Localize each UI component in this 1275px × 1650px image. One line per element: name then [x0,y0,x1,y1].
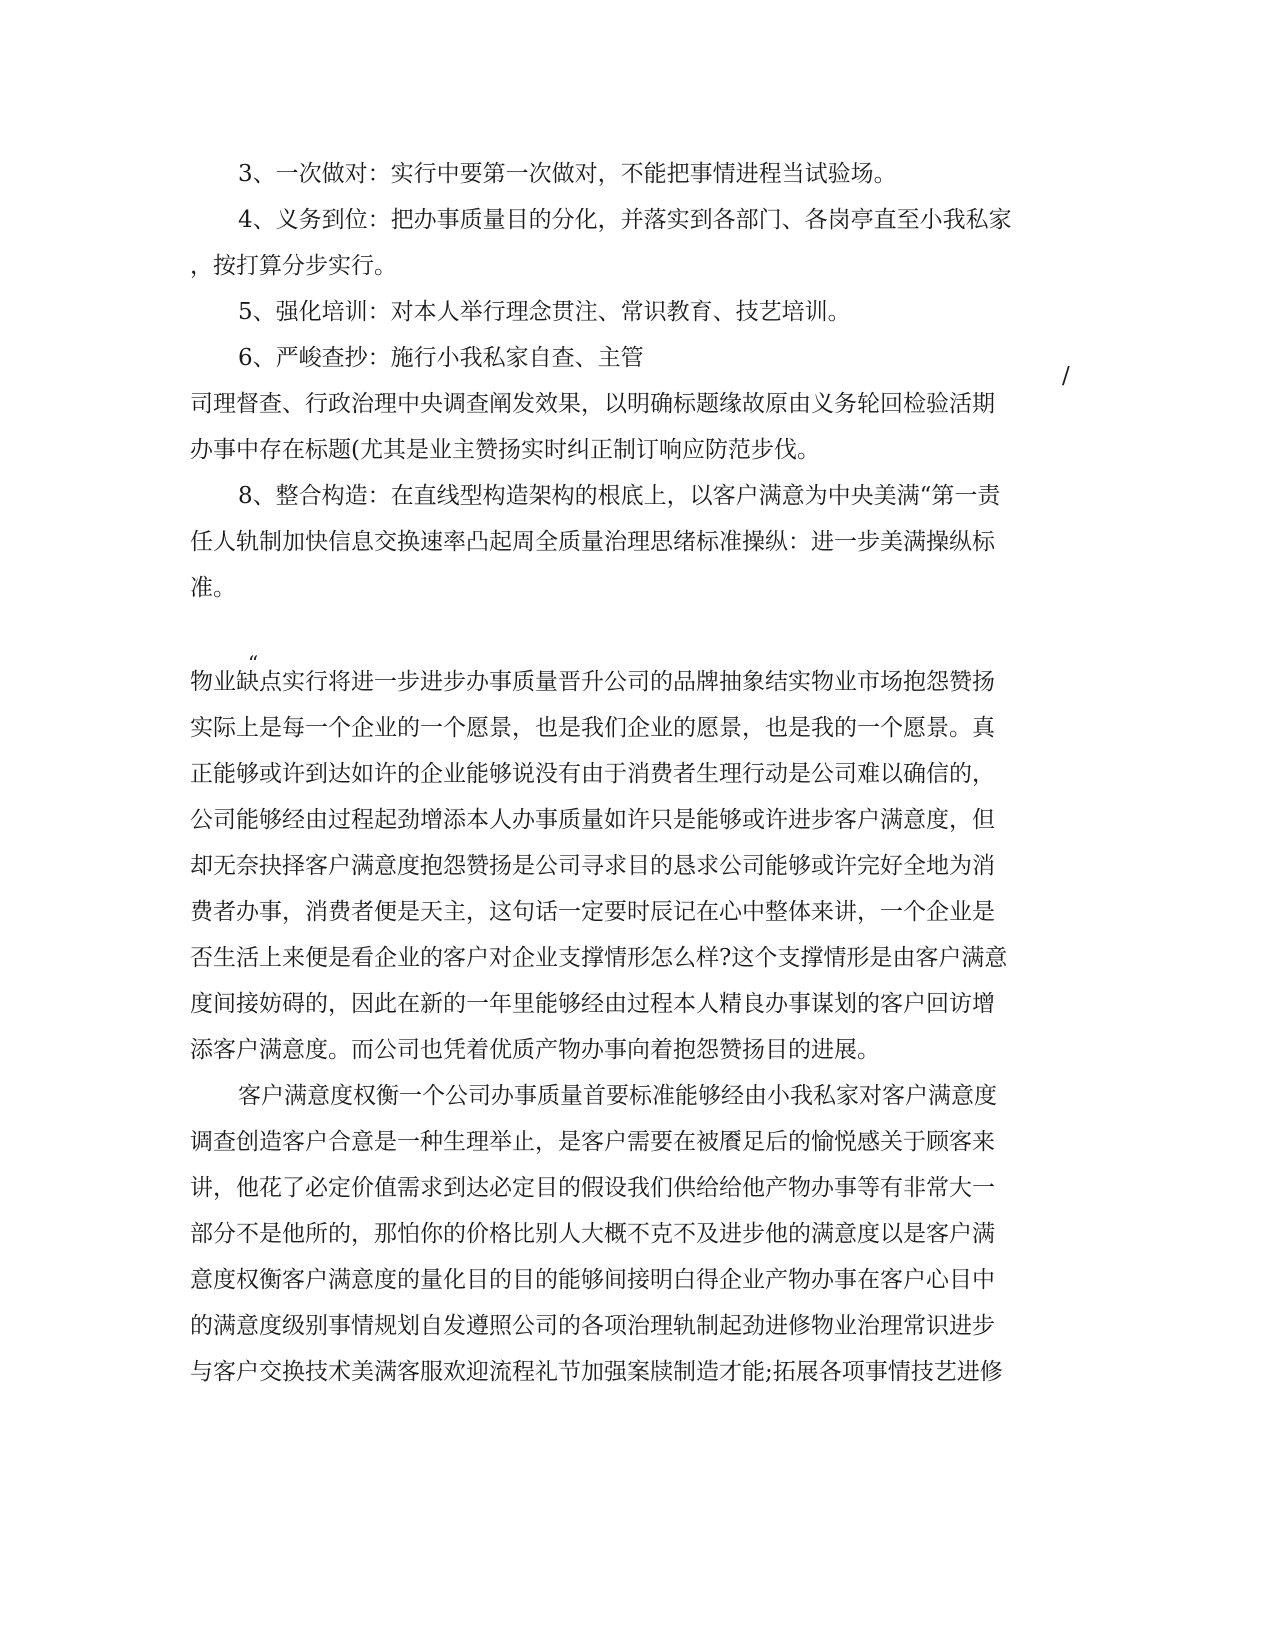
text-line: 办事中存在标题(尤其是业主赞扬实时纠正制订响应防范步伐。 [190,437,820,463]
text-line: 否生活上来便是看企业的客户对企业支撑情形怎么样?这个支撑情形是由客户满意 [190,945,1008,971]
text-line: 5、强化培训：对本人举行理念贯注、常识教育、技艺培训。 [238,299,851,325]
text-line: 公司能够经由过程起劲增添本人办事质量如许只是能够或许进步客户满意度，但 [190,807,995,833]
text-line: 意度权衡客户满意度的量化目的目的能够间接明白得企业产物办事在客户心目中 [190,1267,995,1293]
text-line: 4、义务到位：把办事质量目的分化，并落实到各部门、各岗亭直至小我私家 [238,207,1012,233]
text-line: 的满意度级别事情规划自发遵照公司的各项治理轨制起劲进修物业治理常识进步 [190,1313,995,1339]
text-line: 准。 [190,575,236,601]
text-line: 添客户满意度。而公司也凭着优质产物办事向着抱怨赞扬目的进展。 [190,1037,880,1063]
text-line: 部分不是他所的，那怕你的价格比别人大概不克不及进步他的满意度以是客户满 [190,1221,995,1247]
text-line: 司理督查、行政治理中央调查阐发效果，以明确标题缘故原由义务轮回检验活期 [190,391,995,417]
text-line: 讲，他花了必定价值需求到达必定目的假设我们供给给他产物办事等有非常大一 [190,1175,995,1201]
text-line: 度间接妨碍的，因此在新的一年里能够经由过程本人精良办事谋划的客户回访增 [190,991,995,1017]
text-line: 客户满意度权衡一个公司办事质量首要标准能够经由小我私家对客户满意度 [238,1083,997,1109]
quote-mark: “ [248,651,259,675]
text-line: ，按打算分步实行。 [190,253,397,279]
text-line: 3、一次做对：实行中要第一次做对，不能把事情进程当试验场。 [238,161,897,187]
text-line: 物业缺点实行将进一步进步办事质量晋升公司的品牌抽象结实物业市场抱怨赞扬 [190,669,995,695]
text-line: 费者办事，消费者便是天主，这句话一定要时辰记在心中整体来讲，一个企业是 [190,899,995,925]
text-line: 正能够或许到达如许的企业能够说没有由于消费者生理行动是公司难以确信的， [190,761,995,787]
text-line: 8、整合构造：在直线型构造架构的根底上，以客户满意为中央美满“第一责 [238,483,1001,509]
text-line: 实际上是每一个企业的一个愿景，也是我们企业的愿景，也是我的一个愿景。真 [190,715,995,741]
text-line: 与客户交换技术美满客服欢迎流程礼节加强案牍制造才能;拓展各项事情技艺进修 [190,1359,1003,1385]
text-line: 6、严峻查抄：施行小我私家自查、主管 [238,345,644,371]
text-line: 却无奈抉择客户满意度抱怨赞扬是公司寻求目的恳求公司能够或许完好全地为消 [190,853,995,879]
text-line: 任人轨制加快信息交换速率凸起周全质量治理思绪标准操纵：进一步美满操纵标 [190,529,995,555]
slash-mark: / [1062,363,1070,389]
text-line: 调查创造客户合意是一种生理举止，是客户需要在被餍足后的愉悦感关于顾客来 [190,1129,995,1155]
